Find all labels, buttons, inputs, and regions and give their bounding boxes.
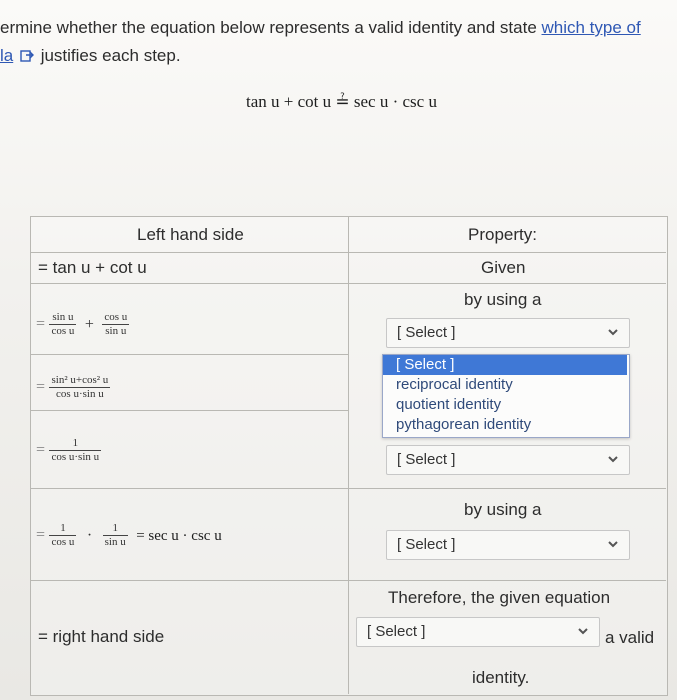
fraction: $\frac{\text{sin² u+cos² u}}{\text{cos u·sin u}}$ bbox=[51, 374, 109, 400]
instruction-line-1: ermine whether the equation below represents a valid identity and state which type of bbox=[0, 18, 641, 37]
property-select-step5[interactable]: [ Select ] bbox=[386, 530, 630, 560]
dropdown-option-reciprocal[interactable]: reciprocal identity bbox=[396, 376, 513, 393]
row-divider bbox=[30, 580, 666, 581]
row-divider bbox=[30, 354, 348, 355]
fraction: $\frac{1}{\text{cos u}}$ bbox=[51, 522, 75, 548]
dropdown-option-select[interactable]: [ Select ] bbox=[383, 355, 627, 375]
property-dropdown-list bbox=[382, 354, 630, 438]
property-select-step2[interactable]: [ Select ] bbox=[386, 318, 630, 348]
chevron-down-icon bbox=[607, 538, 619, 550]
row-divider bbox=[30, 488, 666, 489]
identity-type-link[interactable]: which type of bbox=[541, 18, 641, 37]
therefore-text: Therefore, the given equation bbox=[388, 588, 611, 607]
chevron-down-icon bbox=[607, 453, 619, 465]
row-divider bbox=[30, 252, 666, 253]
row-divider bbox=[30, 283, 666, 284]
fraction: $\frac{\text{cos u}}{\text{sin u}}$ bbox=[104, 311, 128, 337]
instruction-line-2: la justifies each step. bbox=[0, 46, 181, 65]
step-given: = tan u + cot u bbox=[38, 258, 147, 277]
property-given: Given bbox=[481, 258, 526, 277]
step-pythagorean-result: = $\frac{1}{\text{cos u·sin u}}$ bbox=[36, 437, 100, 463]
dropdown-option-pythagorean[interactable]: pythagorean identity bbox=[396, 416, 532, 433]
formula-link[interactable]: la bbox=[0, 46, 14, 65]
left-header: Left hand side bbox=[137, 225, 244, 244]
chevron-down-icon bbox=[607, 326, 619, 338]
by-using-label: by using a bbox=[464, 500, 542, 519]
fraction: $\frac{1}{\text{cos u·sin u}}$ bbox=[51, 437, 100, 463]
a-valid-text: a valid bbox=[605, 628, 655, 647]
row-divider bbox=[30, 410, 348, 411]
step-quotient-fractions: = $\frac{\text{sin u}}{\text{cos u}}$ + $\frac{\text{cos u}}{\text{sin u}}$ bbox=[36, 311, 128, 337]
step-reciprocal-fractions: = $\frac{1}{\text{cos u}}$ · $\frac{1}{\text{sin u}}$ = sec u · csc u bbox=[36, 522, 222, 548]
by-using-label: by using a bbox=[464, 290, 542, 309]
chevron-down-icon bbox=[577, 625, 589, 637]
validity-select[interactable]: [ Select ] bbox=[356, 617, 600, 647]
fraction: $\frac{\text{sin u}}{\text{cos u}}$ bbox=[51, 311, 75, 337]
step-combined-fraction: = $\frac{\text{sin² u+cos² u}}{\text{cos u·sin u}}$ bbox=[36, 374, 109, 400]
identity-text: identity. bbox=[472, 668, 530, 687]
dropdown-option-quotient[interactable]: quotient identity bbox=[396, 396, 502, 413]
fraction: $\frac{1}{\text{sin u}}$ bbox=[104, 522, 126, 548]
document-icon[interactable] bbox=[20, 49, 34, 63]
property-select-step4[interactable]: [ Select ] bbox=[386, 445, 630, 475]
right-header: Property: bbox=[468, 225, 537, 244]
step-right-hand-side: = right hand side bbox=[38, 627, 165, 646]
identity-equation: tan u + cot u ≟ sec u · csc u bbox=[246, 92, 437, 111]
column-divider bbox=[348, 216, 349, 694]
